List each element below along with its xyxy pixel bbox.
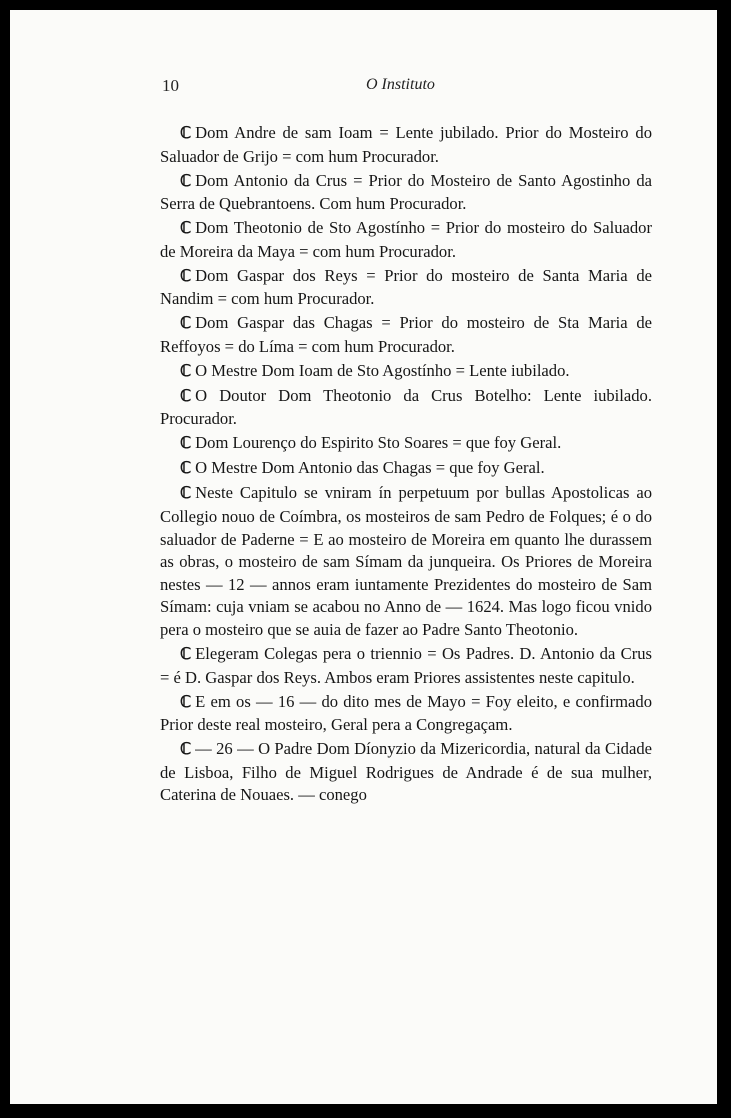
pilcrow-icon: ℂ [180,435,192,453]
entry [160,170,652,216]
entry-text: O Mestre Dom Ioam de Sto Agostínho = Lente iubilado. [195,360,570,380]
pilcrow-icon: ℂ [180,485,192,503]
entry [160,312,652,358]
page-header [162,76,652,106]
entry-text: Dom Antonio da Crus = Prior do Mosteiro de Santo Agostinho da Serra de Quebrantoens. Com hum Procurador. [160,170,652,214]
body-text [160,122,652,808]
entry-text: Dom Gaspar das Chagas = Prior do mosteiro de Sta Maria de Reffoyos = do Líma = com hum Procurador. [160,313,652,356]
pilcrow-icon: ℂ [180,460,192,478]
entry-text: Neste Capitulo se vniram ín perpetuum por bullas Apostolicas ao Collegio nouo de Coímbra, os mosteiros de sam Pedro de Folques; é o do saluador de Paderne = E ao mosteiro de Moreira em quanto lhe durassem as obras, o mosteiro de sam Símam da junqueira. Os Priores de Moreira nestes — 12 — annos eram iuntamente Prezidentes do mosteiro de Sam Símam: cuja vniam se acabou no Anno de — 1624. Mas logo ficou vnido pera o mosteiro que se auia de fazer ao Padre Santo Theotonio. [160,483,652,639]
document-page [10,10,717,1104]
entry [160,122,652,168]
entry [160,360,652,384]
pilcrow-icon: ℂ [180,267,192,285]
pilcrow-icon: ℂ [180,693,192,711]
entry [160,457,652,481]
pilcrow-icon: ℂ [180,172,192,190]
pilcrow-icon: ℂ [180,220,192,238]
pilcrow-icon: ℂ [180,741,192,759]
entry-text: Dom Andre de sam Ioam = Lente jubilado. Prior do Mosteiro do Saluador de Grijo = com hum Procurador. [160,123,652,166]
pilcrow-icon: ℂ [180,387,192,405]
entry [160,265,652,311]
entry-text: Dom Lourenço do Espirito Sto Soares = que foy Geral. [195,433,562,453]
entry [160,482,652,641]
entry-text: Dom Gaspar dos Reys = Prior do mosteiro de Santa Maria de Nandim = com hum Procurador. [160,265,652,309]
entry [160,738,652,807]
running-title: O Instituto [366,76,435,93]
entry-text: E em os — 16 — do dito mes de Mayo = Foy eleito, e confirmado Prior deste real mosteiro, Geral pera a Congregaçam. [160,691,652,735]
entry [160,691,652,737]
entry-text: Elegeram Colegas pera o triennio = Os Padres. D. Antonio da Crus = é D. Gaspar dos Reys. Ambos eram Priores assistentes neste capitulo. [160,643,652,687]
pilcrow-icon: ℂ [180,645,192,663]
entry-text: O Mestre Dom Antonio das Chagas = que foy Geral. [195,458,545,478]
entry-text: — 26 — O Padre Dom Díonyzio da Mizericordia, natural da Cidade de Lisboa, Filho de Miguel Rodrigues de Andrade é de sua mulher, Caterina de Nouaes. — conego [160,739,652,805]
entry [160,432,652,456]
entry-text: O Doutor Dom Theotonio da Crus Botelho: Lente iubilado. Procurador. [160,385,652,429]
pilcrow-icon: ℂ [180,315,192,333]
entry [160,643,652,689]
entry [160,385,652,431]
entry-text: Dom Theotonio de Sto Agostínho = Prior do mosteiro do Saluador de Moreira da Maya = com hum Procurador. [160,218,652,261]
pilcrow-icon: ℂ [180,362,192,380]
page-number: 10 [162,76,179,95]
pilcrow-icon: ℂ [180,125,192,142]
entry [160,217,652,263]
